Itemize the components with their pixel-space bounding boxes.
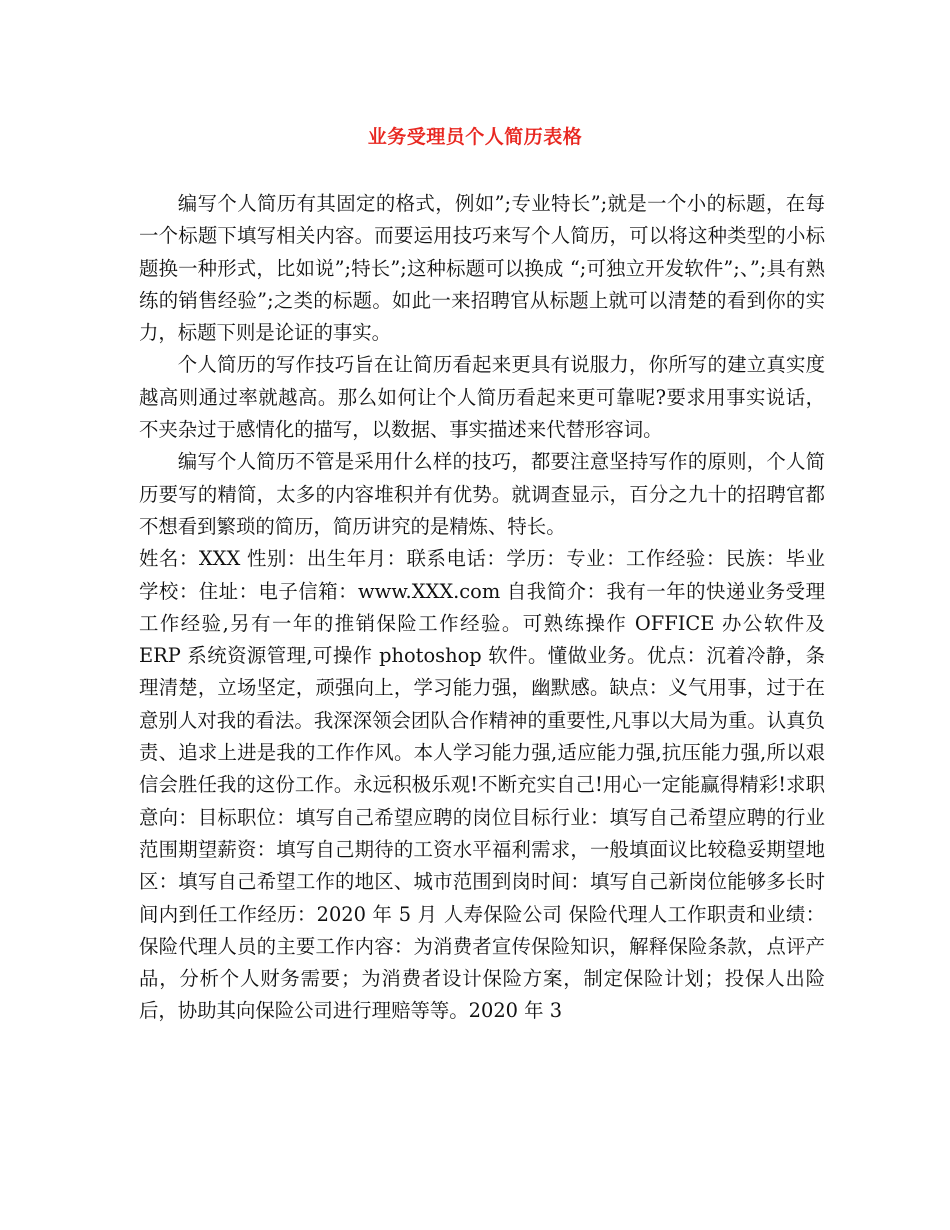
paragraph-writing-principles: 编写个人简历不管是采用什么样的技巧，都要注意坚持写作的原则，个人简历要写的精简，太多的内容堆积并有优势。就调查显示，百分之九十的招聘官都不想看到繁琐的简历，简历讲究的是精炼、特长。 bbox=[139, 450, 825, 538]
document-body bbox=[139, 188, 825, 1028]
paragraph-resume-format: 编写个人简历有其固定的格式，例如”;专业特长”;就是一个小的标题，在每一个标题下填写相关内容。而要运用技巧来写个人简历，可以将这种类型的小标题换一种形式，比如说”;特长”;这种标题可以换成 “;可独立开发软件”;、”;具有熟练的销售经验”;之类的标题。如此一来招聘官从标题上就可以清楚的看到你的实力，标题下则是论证的事实。 bbox=[139, 192, 825, 345]
document-title: 业务受理员个人简历表格 bbox=[367, 126, 583, 148]
paragraph-writing-tips: 个人简历的写作技巧旨在让简历看起来更具有说服力，你所写的建立真实度越高则通过率就越高。那么如何让个人简历看起来更可靠呢?要求用事实说话，不夹杂过于感情化的描写，以数据、事实描述来代替形容词。 bbox=[139, 353, 825, 442]
resume-content: 姓名：XXX 性别：出生年月：联系电话：学历：专业：工作经验：民族：毕业学校：住址：电子信箱：www.XXX.com 自我简介：我有一年的快递业务受理工作经验,另有一年的推销保险工作经验。可熟练操作 OFFICE 办公软件及 ERP 系统资源管理,可操作 photoshop 软件。懂做业务。优点：沉着冷静，条理清楚，立场坚定，顽强向上，学习能力强，幽默感。缺点：义气用事，过于在意别人对我的看法。我深深领会团队合作精神的重要性,凡事以大局为重。认真负责、追求上进是我的工作作风。本人学习能力强,适应能力强,抗压能力强,所以艰信会胜任我的这份工作。永远积极乐观!不断充实自己!用心一定能赢得精彩!求职意向：目标职位：填写自己希望应聘的岗位目标行业：填写自己希望应聘的行业范围期望薪资：填写自己期待的工资水平福利需求，一般填面议比较稳妥期望地区：填写自己希望工作的地区、城市范围到岗时间：填写自己新岗位能够多长时间内到任工作经历：2020 年 5 月 人寿保险公司 保险代理人工作职责和业绩：保险代理人员的主要工作内容：为消费者宣传保险知识，解释保险条款，点评产品，分析个人财务需要；为消费者设计保险方案，制定保险计划；投保人出险后，协助其向保险公司进行理赔等等。2020 年 3 bbox=[139, 547, 825, 1023]
